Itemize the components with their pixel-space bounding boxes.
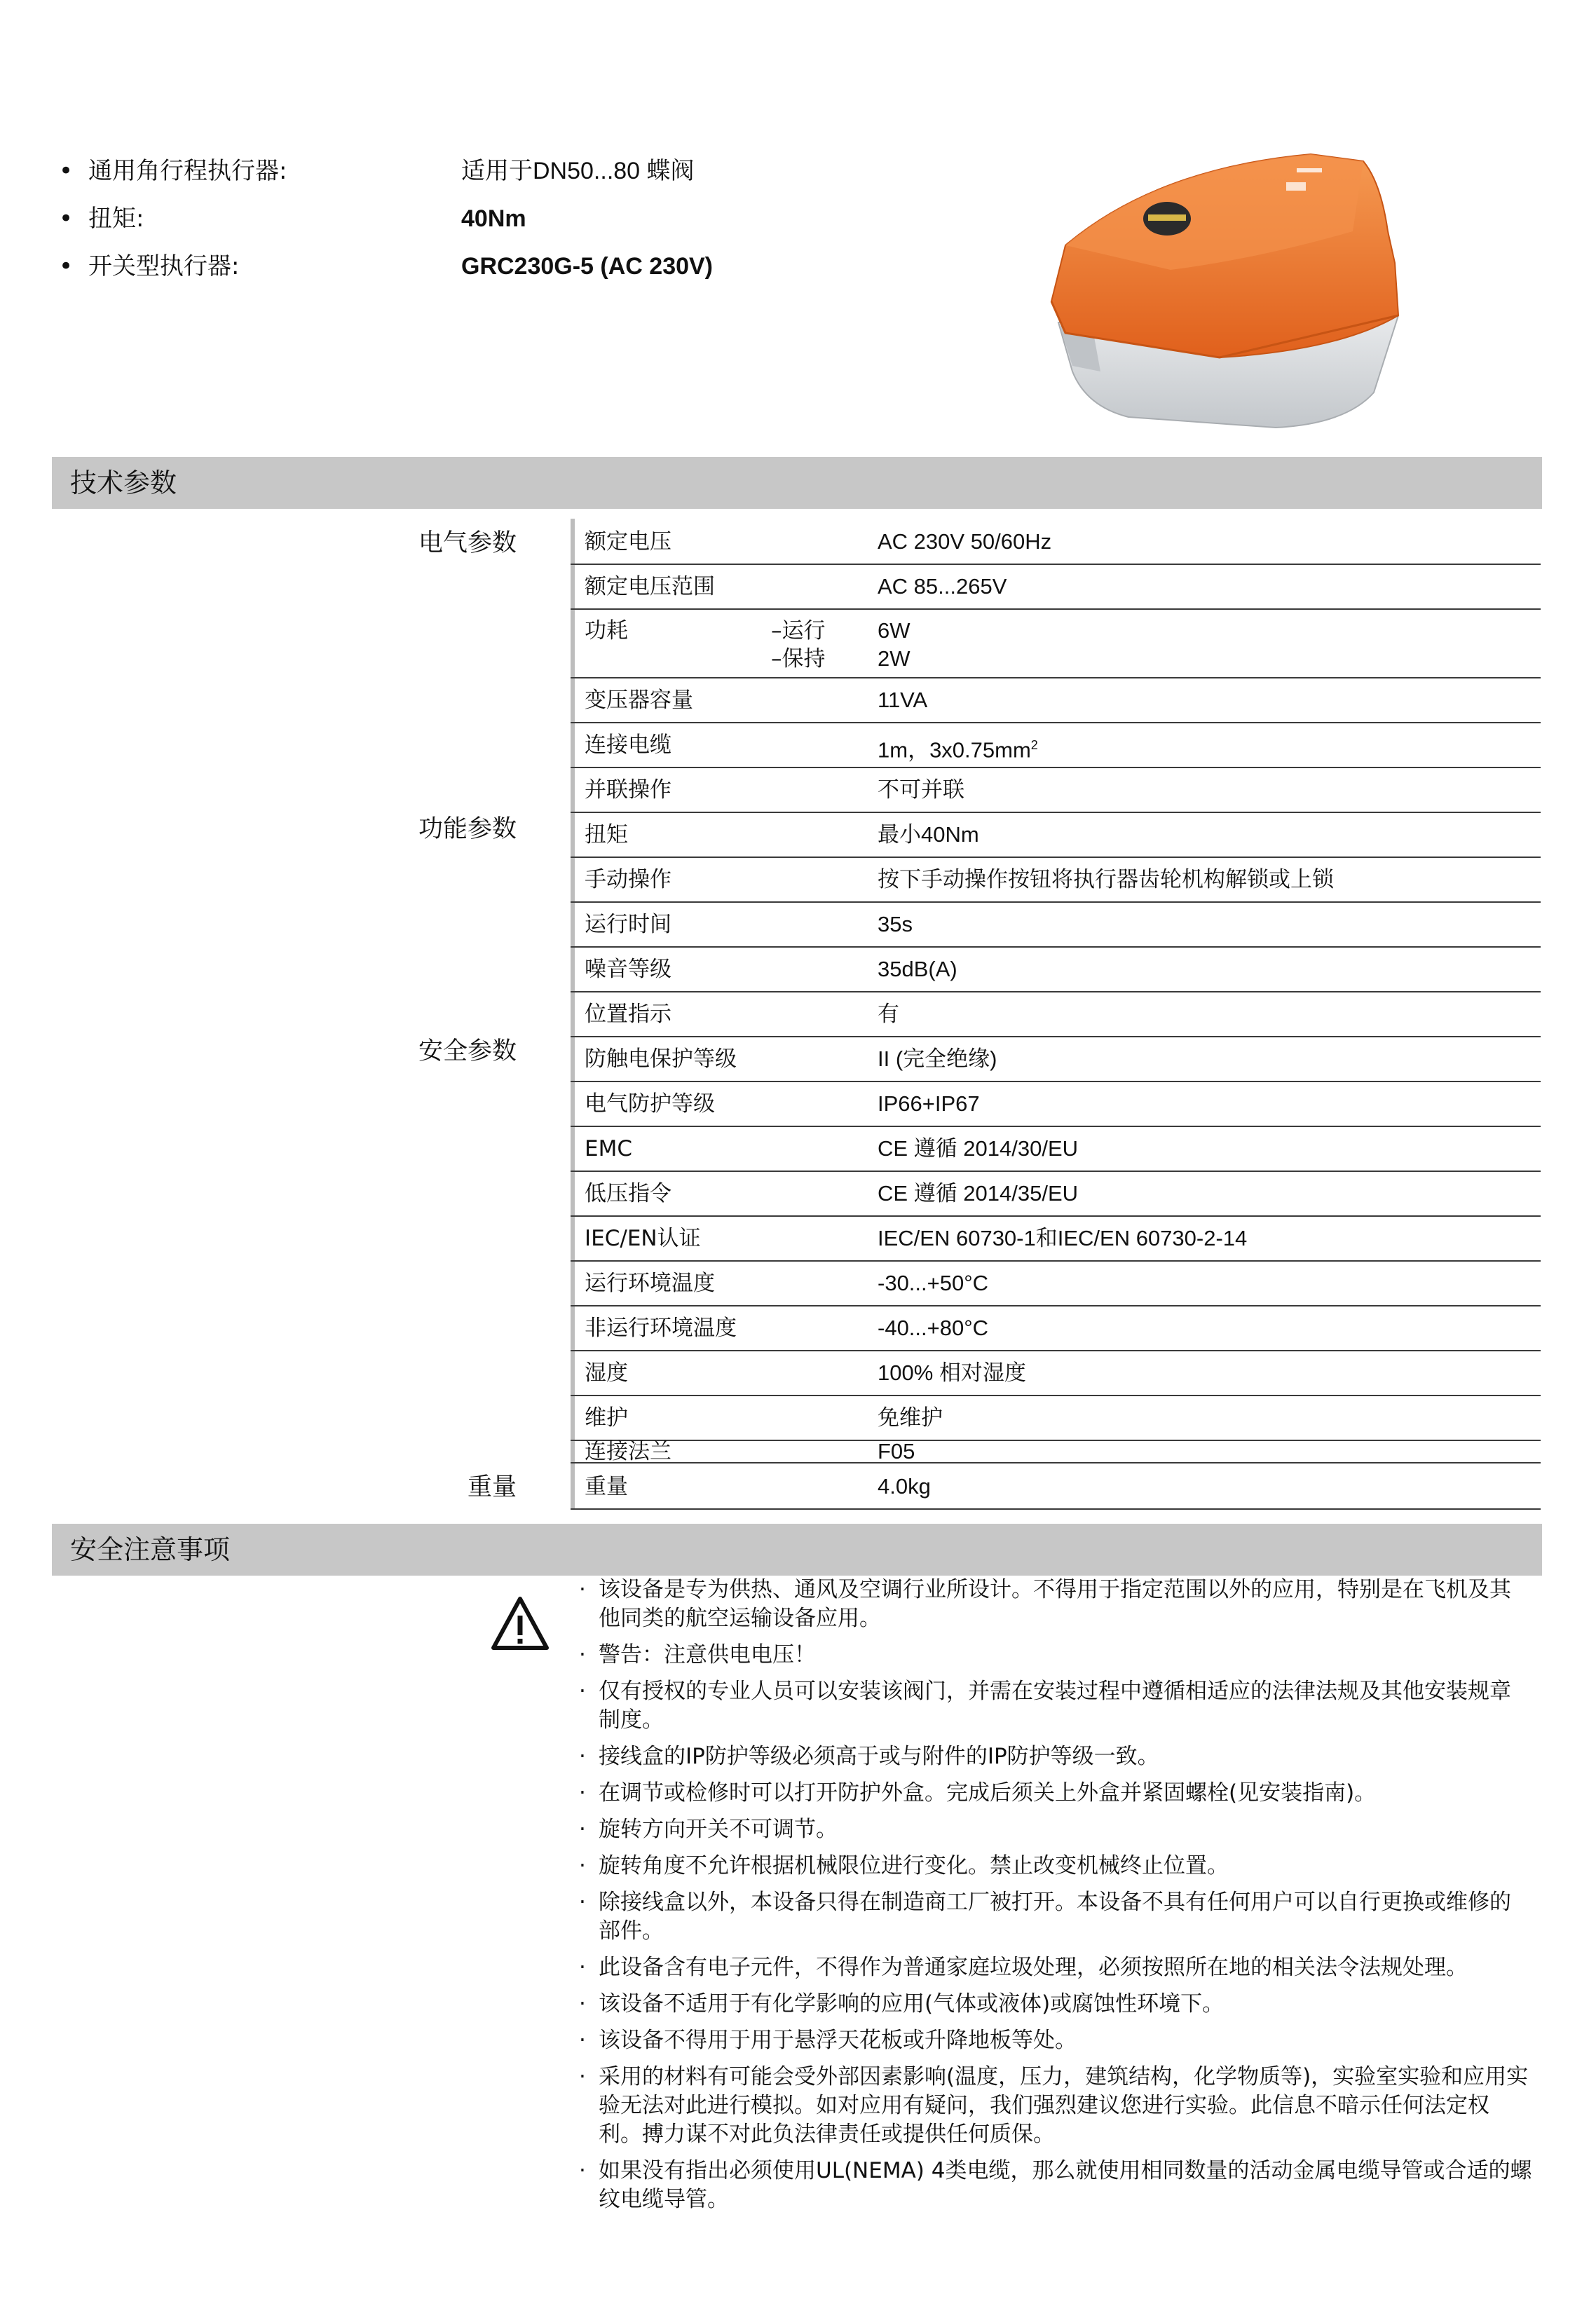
spec-value: 2W <box>878 646 910 671</box>
intro-label: 通用角行程执行器: <box>88 157 287 185</box>
spec-param: 湿度 <box>585 1360 628 1386</box>
warning-triangle-icon <box>491 1595 550 1653</box>
note-text: 该设备不得用于用于悬浮天花板或升降地板等处。 <box>599 2028 1077 2053</box>
bullet-icon: · <box>579 1853 586 1878</box>
spec-value: AC 85...265V <box>878 574 1007 599</box>
spec-value: IP66+IP67 <box>878 1091 980 1116</box>
intro-label: 扭矩: <box>88 205 144 233</box>
spec-row <box>571 520 1541 565</box>
spec-value <box>878 723 1038 772</box>
bullet-icon: · <box>579 1955 586 1980</box>
spec-row <box>571 1306 1541 1351</box>
spec-value: 按下手动操作按钮将执行器齿轮机构解锁或上锁 <box>878 867 1334 892</box>
spec-param: 运行时间 <box>585 912 671 937</box>
actuator-photo <box>1044 140 1416 435</box>
spec-param: 变压器容量 <box>585 688 693 713</box>
list-item <box>579 1990 1532 2019</box>
bullet-icon: · <box>579 2158 586 2183</box>
group-label-functional: 功能参数 <box>418 815 517 843</box>
spec-param: 防触电保护等级 <box>585 1046 737 1072</box>
list-item <box>579 1852 1532 1881</box>
bullet-icon: · <box>579 2028 586 2053</box>
intro-label: 开关型执行器: <box>88 252 240 280</box>
section-title: 技术参数 <box>70 468 177 498</box>
spec-param: 运行环境温度 <box>585 1271 715 1296</box>
spec-row <box>571 1127 1541 1172</box>
bullet-icon: · <box>579 1780 586 1806</box>
list-item <box>579 1779 1532 1808</box>
note-text: 此设备含有电子元件，不得作为普通家庭垃圾处理，必须按照所在地的相关法令法规处理。 <box>599 1955 1468 1980</box>
spec-param: 重量 <box>585 1474 628 1499</box>
bullet-icon: · <box>579 1642 586 1667</box>
intro-item-model <box>59 243 970 290</box>
safety-notes <box>579 1576 1532 2222</box>
spec-param: 低压指令 <box>585 1181 671 1206</box>
list-item <box>579 1742 1532 1771</box>
bullet-icon: · <box>579 1577 586 1602</box>
note-text: 仅有授权的专业人员可以安装该阀门，并需在安装过程中遵循相适应的法律法规及其他安装规章制度。 <box>599 1679 1511 1733</box>
spec-param: 额定电压范围 <box>585 574 715 599</box>
spec-param: 维护 <box>585 1405 628 1431</box>
note-text: 在调节或检修时可以打开防护外盒。完成后须关上外盒并紧固螺栓(见安装指南)。 <box>599 1780 1377 1806</box>
note-text: 该设备不适用于有化学影响的应用(气体或液体)或腐蚀性环境下。 <box>599 1991 1225 2017</box>
list-item <box>579 2157 1532 2214</box>
spec-sub-run: –运行 <box>771 618 826 643</box>
spec-row <box>571 565 1541 610</box>
note-text: 旋转方向开关不可调节。 <box>599 1817 838 1842</box>
spec-row <box>571 1037 1541 1082</box>
spec-param: 电气防护等级 <box>585 1091 715 1117</box>
spec-value: CE 遵循 2014/30/EU <box>878 1136 1079 1161</box>
note-text: 如果没有指出必须使用UL(NEMA) 4类电缆，那么就使用相同数量的活动金属电缆导管或合适的螺纹电缆导管。 <box>599 2158 1532 2212</box>
spec-row <box>571 678 1541 723</box>
spec-value: 最小40Nm <box>878 822 979 847</box>
spec-param: 功耗 <box>585 618 628 643</box>
spec-row <box>571 992 1541 1037</box>
spec-row <box>571 1465 1541 1510</box>
note-text: 警告：注意供电电压！ <box>599 1642 816 1667</box>
group-label-weight: 重量 <box>467 1473 517 1501</box>
spec-value: 不可并联 <box>878 777 964 802</box>
spec-value: -40...+80°C <box>878 1316 989 1340</box>
spec-row <box>571 1172 1541 1217</box>
intro-item-type <box>59 147 970 195</box>
spec-row <box>571 948 1541 992</box>
spec-param: 位置指示 <box>585 1002 671 1027</box>
list-item <box>579 2063 1532 2149</box>
spec-param: 扭矩 <box>585 822 628 847</box>
spec-row <box>571 610 1541 678</box>
spec-value: 100% 相对湿度 <box>878 1360 1026 1385</box>
intro-value: GRC230G-5 (AC 230V) <box>461 253 714 280</box>
spec-row <box>571 903 1541 948</box>
section-header-tech <box>52 457 1542 509</box>
section-title: 安全注意事项 <box>70 1534 231 1565</box>
note-text: 除接线盒以外，本设备只得在制造商工厂被打开。本设备不具有任何用户可以自行更换或维修的部件。 <box>599 1890 1511 1944</box>
spec-row <box>571 1217 1541 1262</box>
note-text: 接线盒的IP防护等级必须高于或与附件的IP防护等级一致。 <box>599 1744 1159 1769</box>
spec-row <box>571 1082 1541 1127</box>
note-text: 采用的材料有可能会受外部因素影响(温度，压力，建筑结构，化学物质等)，实验室实验和应用实验无法对此进行模拟。如对应用有疑问，我们强烈建议您进行实验。此信息不暗示任何法定权利。搏力谋不对此负法律责任或提供任何质保。 <box>599 2064 1529 2147</box>
superscript: 2 <box>1030 738 1038 752</box>
intro-list <box>59 147 970 290</box>
spec-value: II (完全绝缘) <box>878 1046 997 1071</box>
spec-value: 有 <box>878 1002 899 1026</box>
spec-row <box>571 858 1541 903</box>
spec-param: 连接法兰 <box>585 1439 671 1464</box>
spec-param: EMC <box>585 1136 632 1161</box>
section-header-safety <box>52 1524 1542 1576</box>
intro-value: 适用于DN50...80 蝶阀 <box>461 158 695 184</box>
spec-row <box>571 1262 1541 1306</box>
spec-value: F05 <box>878 1439 915 1463</box>
bullet-icon: • <box>59 205 74 233</box>
spec-param: 噪音等级 <box>585 957 671 982</box>
cable-spec: 1m，3x0.75mm <box>878 737 1031 763</box>
spec-param: IEC/EN认证 <box>585 1226 701 1251</box>
spec-row <box>571 1396 1541 1441</box>
spec-param: 额定电压 <box>585 529 671 554</box>
bullet-icon: · <box>579 1679 586 1704</box>
spec-value: 6W <box>878 618 910 643</box>
spec-value: 11VA <box>878 688 928 712</box>
bullet-icon: · <box>579 1991 586 2017</box>
spec-param: 手动操作 <box>585 867 671 892</box>
bullet-icon: · <box>579 1890 586 1915</box>
group-label-electrical: 电气参数 <box>418 529 517 557</box>
group-label-safety: 安全参数 <box>418 1037 517 1065</box>
spec-value: AC 230V 50/60Hz <box>878 529 1052 554</box>
intro-item-torque <box>59 195 970 243</box>
bullet-icon: • <box>59 252 74 280</box>
spec-value: IEC/EN 60730-1和IEC/EN 60730-2-14 <box>878 1226 1248 1250</box>
bullet-icon: · <box>579 1817 586 1842</box>
list-item <box>579 1641 1532 1670</box>
list-item <box>579 2026 1532 2055</box>
spec-param: 非运行环境温度 <box>585 1316 737 1341</box>
spec-value: 免维护 <box>878 1405 943 1430</box>
spec-value: 35dB(A) <box>878 957 957 981</box>
list-item <box>579 1815 1532 1844</box>
list-item <box>579 1888 1532 1946</box>
spec-value: -30...+50°C <box>878 1271 989 1295</box>
spec-value: CE 遵循 2014/35/EU <box>878 1181 1079 1206</box>
spec-param: 连接电缆 <box>585 732 671 758</box>
bullet-icon: · <box>579 2064 586 2089</box>
spec-value: 4.0kg <box>878 1474 931 1499</box>
bullet-icon: · <box>579 1744 586 1769</box>
spec-param: 并联操作 <box>585 777 671 803</box>
list-item <box>579 1576 1532 1633</box>
intro-value: 40Nm <box>461 205 526 232</box>
spec-row <box>571 813 1541 858</box>
bullet-icon: • <box>59 157 74 185</box>
spec-row <box>571 768 1541 813</box>
spec-sub-hold: –保持 <box>771 646 826 671</box>
spec-row <box>571 723 1541 768</box>
note-text: 该设备是专为供热、通风及空调行业所设计。不得用于指定范围以外的应用，特别是在飞机及其他同类的航空运输设备应用。 <box>599 1577 1511 1631</box>
spec-row <box>571 1351 1541 1396</box>
list-item <box>579 1677 1532 1735</box>
spec-value: 35s <box>878 912 913 936</box>
spec-row <box>571 1441 1541 1463</box>
note-text: 旋转角度不允许根据机械限位进行变化。禁止改变机械终止位置。 <box>599 1853 1229 1878</box>
list-item <box>579 1953 1532 1982</box>
